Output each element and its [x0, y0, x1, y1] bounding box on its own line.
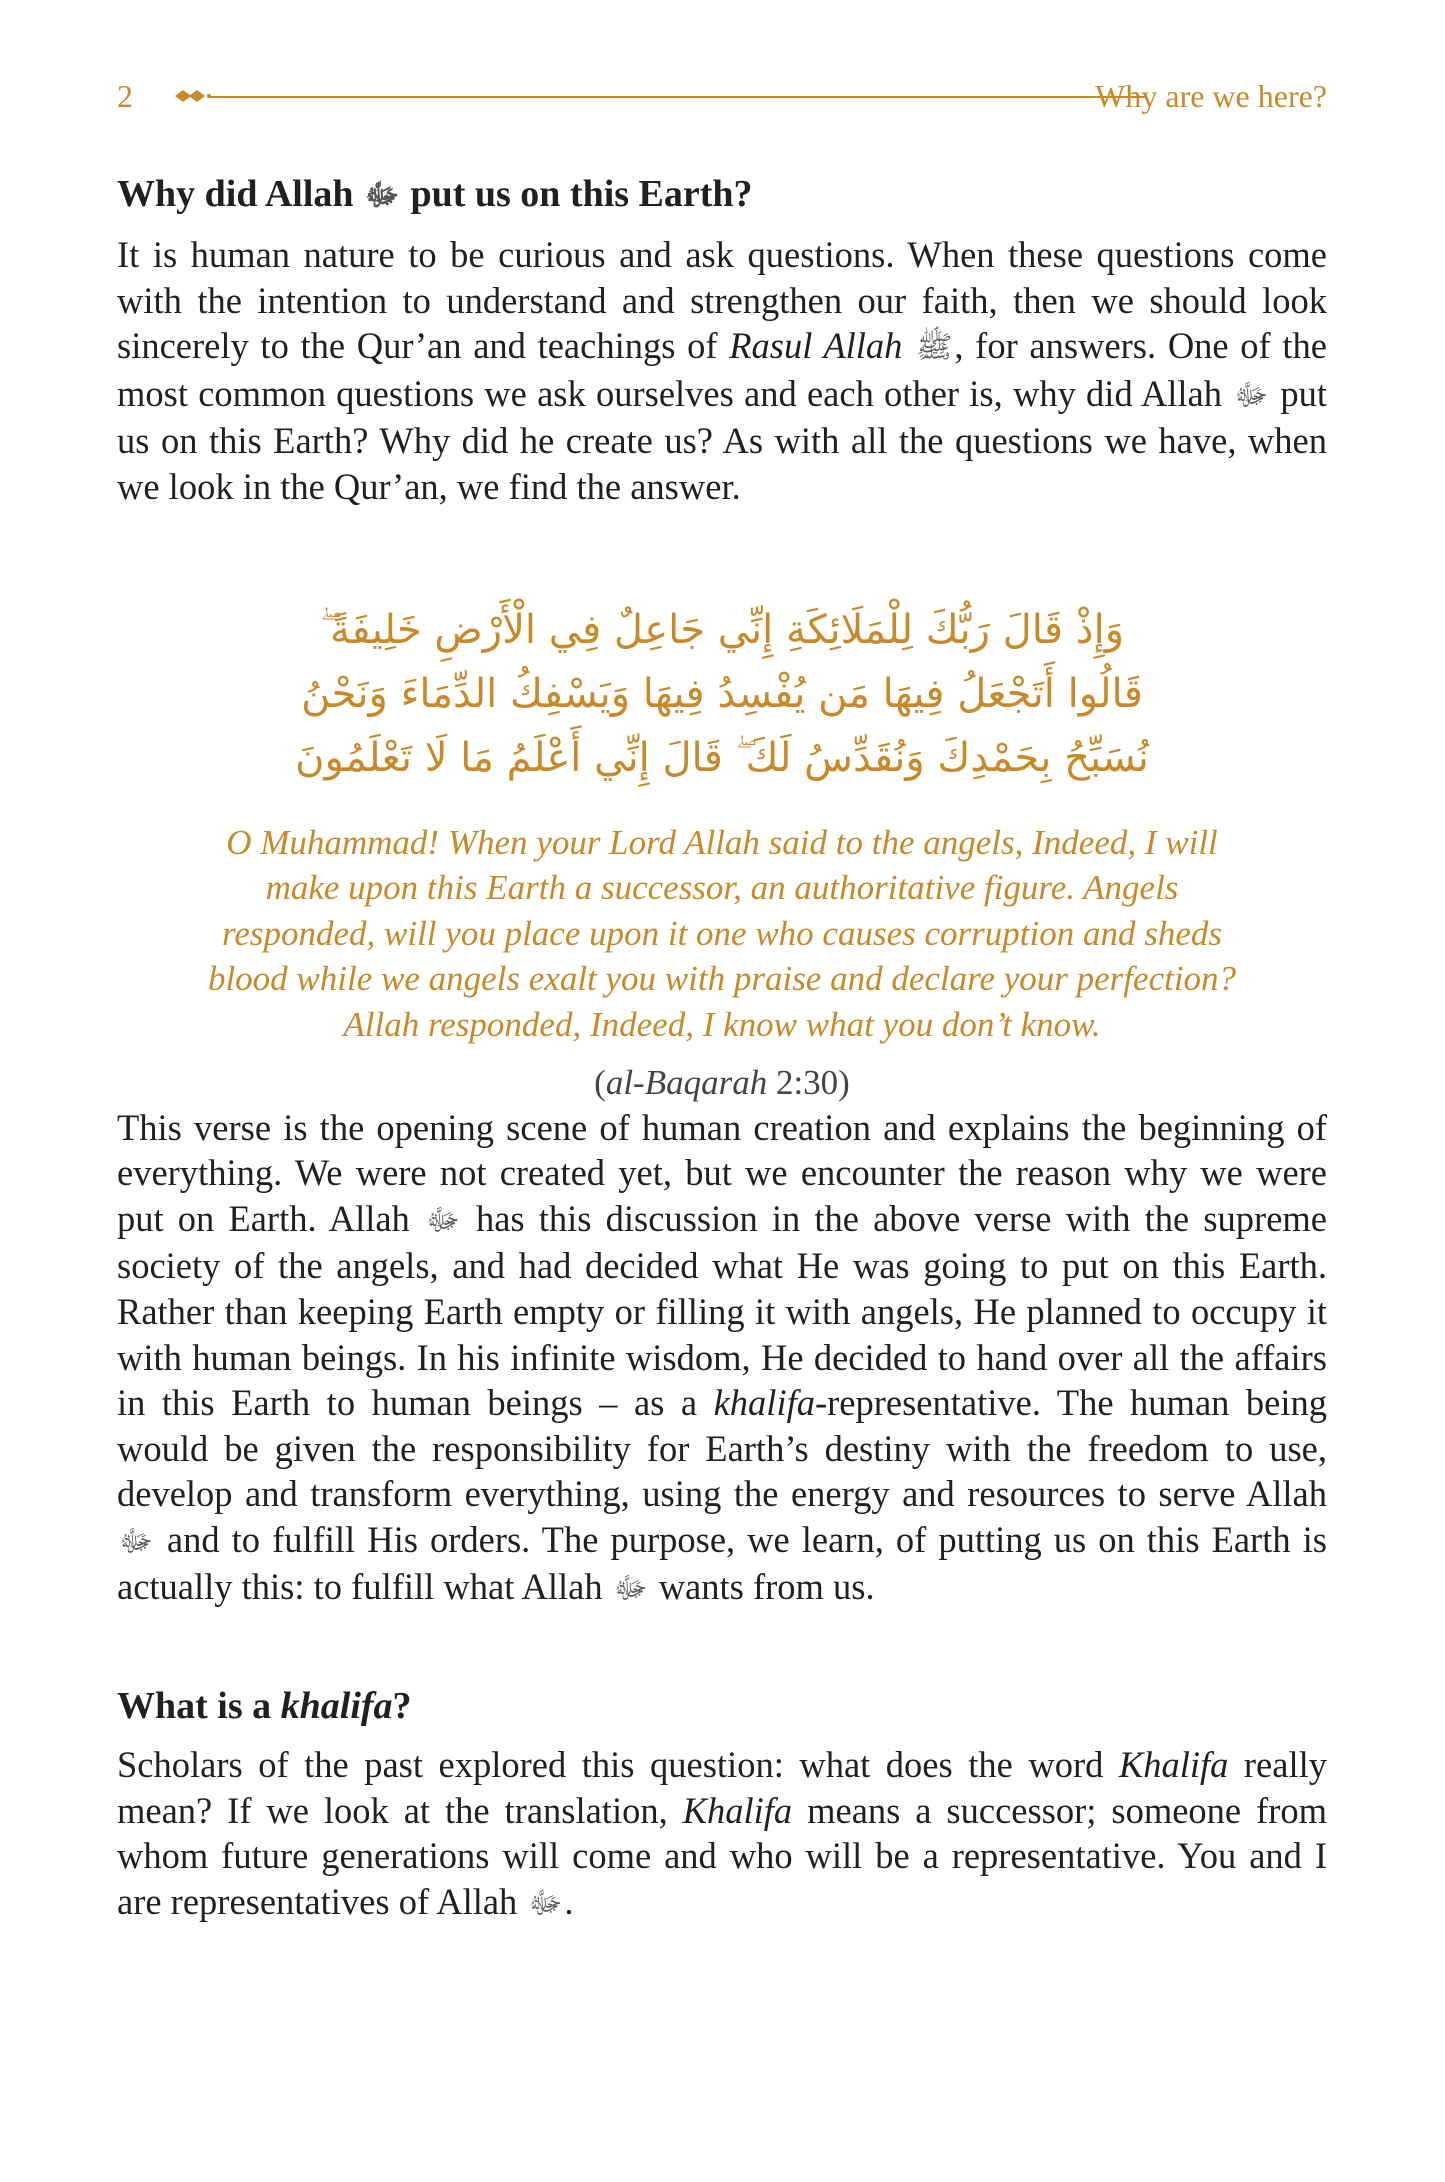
- page-body: [117, 170, 1327, 1926]
- honorific-glyph-icon: ﷺ: [916, 330, 953, 366]
- honorific-glyph-icon: ﷻ: [425, 1202, 460, 1238]
- quran-verse-block: [117, 598, 1327, 1105]
- section-heading-why: Why did Allah ﷻ put us on this Earth?: [117, 170, 1327, 220]
- verse-translation: O Muhammad! When your Lord Allah said to the angels, Indeed, I will make upon this Earth a successor, an authoritative figure. Angels responded, will you place upon it one who causes corruption and sheds blood while we angels exalt you with praise and declare your perfection? Allah responded, Indeed, I know what you don’t know.: [207, 822, 1237, 1044]
- arabic-verse: وَإِذْ قَالَ رَبُّكَ لِلْمَلَائِكَةِ إِنِّي جَاعِلٌ فِي الْأَرْضِ خَلِيفَةً ۖ قَالُوا أَتَجْعَلُ فِيهَا مَن يُفْسِدُ فِيهَا وَيَسْفِكُ الدِّمَاءَ وَنَحْنُ نُسَبِّحُ بِحَمْدِكَ وَنُقَدِّسُ لَكَ ۖ قَالَ إِنِّي أَعْلَمُ مَا لَا تَعْلَمُونَ: [295, 606, 1149, 781]
- explanation-paragraph: This verse is the opening scene of human creation and explains the beginning of everything. We were not created yet, but we encounter the reason why we were put on Earth. Allah ﷻ has this discussion in the above verse with the supreme society of the angels, and had decided what He was going to put on this Earth. Rather than keeping Earth empty or filling it with angels, He planned to occupy it with human beings. In his infinite wisdom, He decided to hand over all the affairs in this Earth to human beings – as a khalifa-representative. The human being would be given the responsibility for Earth’s destiny with the freedom to use, develop and transform everything, using the energy and resources to serve Allah ﷻ and to fulfill His orders. The purpose, we learn, of putting us on this Earth is actually this: to fulfill what Allah ﷻ wants from us.: [117, 1105, 1327, 1613]
- honorific-glyph-icon: ﷻ: [119, 1523, 153, 1559]
- khalifa-section: [117, 1682, 1327, 1926]
- khalifa-term: khalifa: [713, 1382, 815, 1424]
- honorific-glyph-icon: ﷻ: [613, 1571, 648, 1607]
- page-number: 2: [117, 78, 133, 114]
- verse-citation: (al-Baqarah 2:30): [594, 1062, 850, 1102]
- honorific-glyph-icon: ﷻ: [1234, 377, 1269, 413]
- intro-paragraph: It is human nature to be curious and ask questions. When these questions come with the intention to understand and strengthen our faith, then we should look sincerely to the Qur’an and teachings of Rasul Allah ﷺ, for answers. One of the most common questions we ask ourselves and each other is, why did Allah ﷻ put us on this Earth? Why did he create us? As with all the questions we have, when we look in the Qur’an, we find the answer.: [117, 234, 1327, 507]
- rasul-allah-term: Rasul Allah: [729, 325, 903, 367]
- khalifa-paragraph: Scholars of the past explored this question: what does the word Khalifa really mean? If we look at the translation, Khalifa means a successor; someone from whom future generations will come and who will be a representative. You and I are representatives of Allah ﷻ.: [117, 1742, 1327, 1926]
- header-rule: [209, 96, 1145, 98]
- honorific-glyph-icon: ﷻ: [365, 178, 399, 213]
- running-title: Why are we here?: [1095, 78, 1327, 114]
- honorific-glyph-icon: ﷻ: [528, 1885, 563, 1921]
- diamond-ornament-icon: [175, 86, 211, 106]
- running-header: [117, 76, 1327, 116]
- section-heading-khalifa: What is a khalifa?: [117, 1685, 412, 1728]
